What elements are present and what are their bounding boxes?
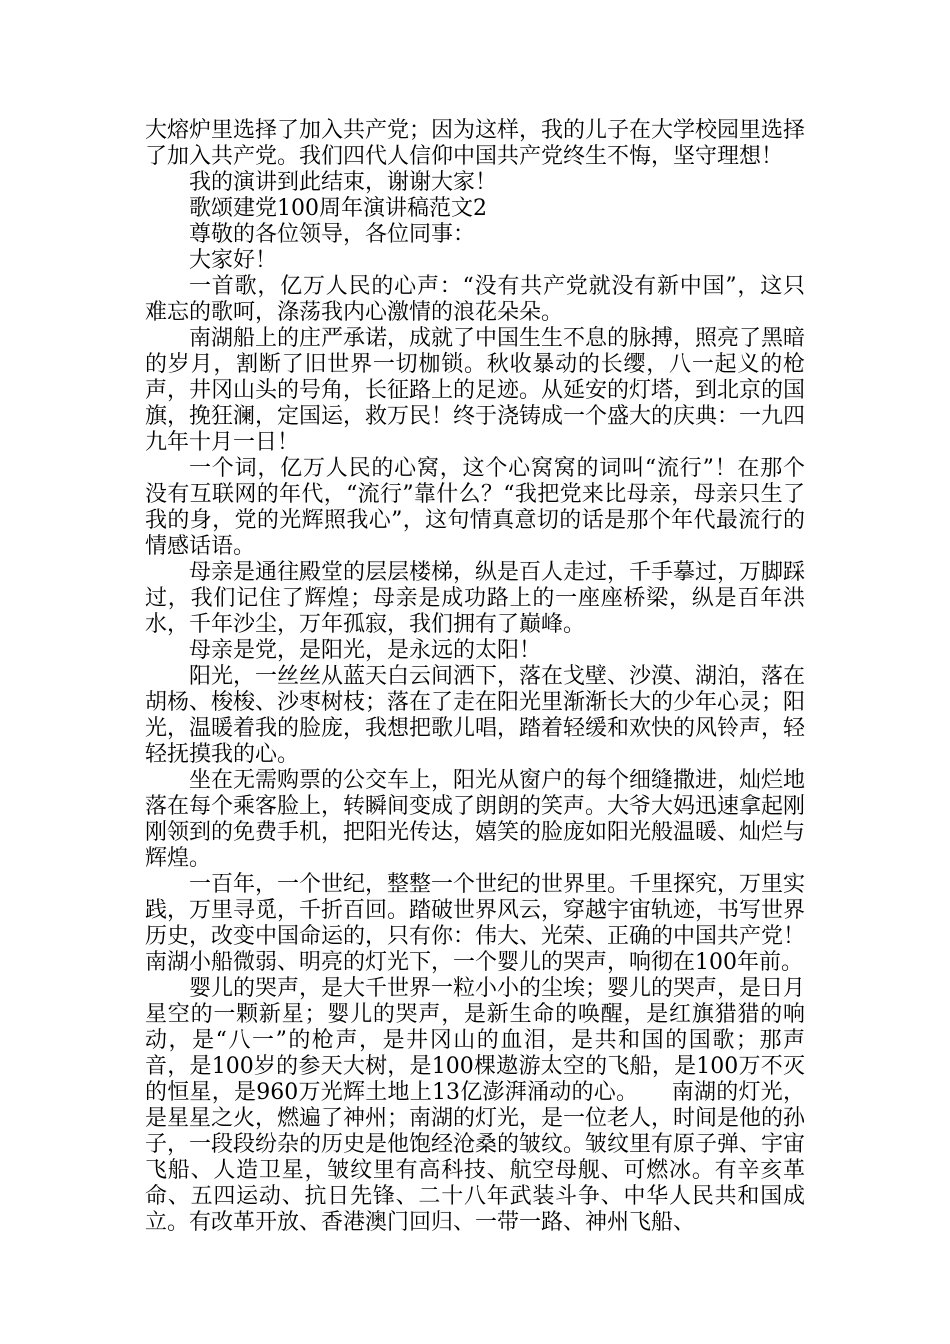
paragraph-6: 一首歌，亿万人民的心声：“没有共产党就没有新中国”，这只难忘的歌呵，涤荡我内心激情的浪花朵朵。 [145, 274, 805, 325]
paragraph-13: 一百年，一个世纪，整整一个世纪的世界里。千里探究，万里实践，万里寻觅，千折百回。踏破世界风云，穿越宇宙轨迹，书写世界历史，改变中国命运的，只有你：伟大、光荣、正确的中国共产党！ 南湖小船微弱、明亮的灯光下，一个婴儿的哭声，响彻在100年前。 [145, 872, 850, 975]
paragraph-7: 南湖船上的庄严承诺，成就了中国生生不息的脉搏，照亮了黑暗的岁月，割断了旧世界一切枷锁。秋收暴动的长缨，八一起义的枪声，井冈山头的号角，长征路上的足迹。从延安的灯塔，到北京的国旗，挽狂澜，定国运，救万民！终于浇铸成一个盛大的庆典：一九四九年十月一日！ [145, 326, 806, 455]
paragraph-11: 阳光，一丝丝从蓝天白云间洒下，落在戈壁、沙漠、湖泊，落在胡杨、梭梭、沙枣树枝；落在了走在阳光里渐渐长大的少年心灵；阳光，温暖着我的脸庞，我想把歌儿唱，踏着轻缓和欢快的风铃声，轻轻抚摸我的心。 [145, 664, 806, 767]
paragraph-8: 一个词，亿万人民的心窝，这个心窝窝的词叫“流行”！在那个没有互联网的年代，“流行”靠什么？“我把党来比母亲，母亲只生了我的身，党的光辉照我心”，这句情真意切的话是那个年代最流行的情感话语。 [145, 456, 805, 559]
paragraph-1: 大熔炉里选择了加入共产党；因为这样，我的儿子在大学校园里选择了加入共产党。我们四代人信仰中国共产党终生不悔，坚守理想！ [145, 118, 806, 169]
paragraph-4: 尊敬的各位领导，各位同事： [189, 222, 476, 247]
paragraph-12: 坐在无需购票的公交车上，阳光从窗户的每个细缝撒进，灿烂地落在每个乘客脸上，转瞬间变成了朗朗的笑声。大爷大妈迅速拿起刚刚领到的免费手机，把阳光传达，嬉笑的脸庞如阳光般温暖、灿烂与辉煌。 [145, 768, 806, 871]
paragraph-3-heading: 歌颂建党100周年演讲稿范文2 [189, 196, 487, 221]
paragraph-2: 我的演讲到此结束，谢谢大家！ [189, 170, 498, 195]
paragraph-9: 母亲是通往殿堂的层层楼梯，纵是百人走过，千手摹过，万脚踩过，我们记住了辉煌；母亲是成功路上的一座座桥梁，纵是百年洪水，千年沙尘，万年孤寂，我们拥有了巅峰。 [145, 560, 806, 637]
paragraph-5: 大家好！ [189, 248, 278, 273]
paragraph-10: 母亲是党，是阳光，是永远的太阳！ [189, 638, 542, 663]
document-page [145, 118, 850, 1236]
paragraph-14: 婴儿的哭声，是大千世界一粒小小的尘埃；婴儿的哭声，是日月星空的一颗新星；婴儿的哭声，是新生命的唤醒，是红旗猎猎的响动，是“八一”的枪声，是井冈山的血泪，是共和国的国歌；那声音，是100岁的参天大树，是100棵遨游太空的飞船，是100万不灭的恒星，是960万光辉土地上13亿澎湃涌动的心。 南湖的灯光，是星星之火，燃遍了神州；南湖的灯光，是一位老人，时间是他的孙子，一段段纷杂的历史是他饱经沧桑的皱纹。皱纹里有原子弹、宇宙飞船、人造卫星，皱纹里有高科技、航空母舰、可燃冰。有辛亥革命、五四运动、抗日先锋、二十八年武装斗争、中华人民共和国成立。有改革开放、香港澳门回归、一带一路、神州飞船、 [145, 976, 806, 1235]
